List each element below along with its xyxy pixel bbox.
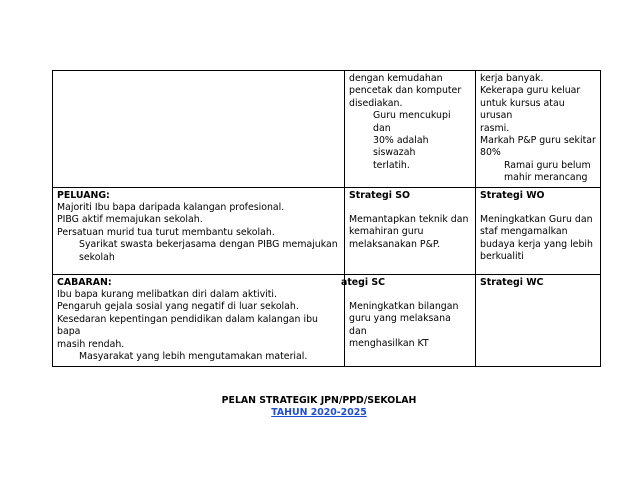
- text-line: Meningkatkan Guru dan: [480, 214, 593, 226]
- text-line: terlatih.: [373, 159, 410, 171]
- text-line: 30% adalah siswazah: [373, 135, 429, 159]
- strategi-sc-heading: ategi SC: [341, 276, 385, 288]
- table-row: [53, 187, 601, 274]
- text-line: mahir merancang: [504, 172, 588, 184]
- strategi-so-heading: Strategi SO: [349, 189, 410, 201]
- text-line: Kesedaran kepentingan pendidikan dalam kalangan ibu bapa: [57, 313, 318, 338]
- text-line: Syarikat swasta bekerjasama dengan PIBG memajukan: [79, 239, 338, 251]
- strategi-sc-cell: [341, 274, 476, 366]
- footer-title: PELAN STRATEGIK JPN/PPD/SEKOLAH: [221, 395, 417, 406]
- text-line: PIBG aktif memajukan sekolah.: [57, 214, 203, 226]
- text-line: berkualiti: [480, 251, 524, 263]
- table-row: [53, 274, 601, 366]
- text-line: melaksanakan P&P.: [349, 238, 441, 250]
- text-line: budaya kerja yang lebih: [480, 238, 593, 250]
- cabaran-cell: [53, 274, 345, 366]
- strategi-wc-heading: Strategi WC: [480, 276, 544, 288]
- text-line: Guru mencukupi dan: [373, 110, 451, 134]
- swot-table: [52, 70, 601, 367]
- text-line: disediakan.: [349, 97, 403, 109]
- text-line: 80%: [480, 147, 501, 159]
- text-line: staf mengamalkan: [480, 226, 568, 238]
- peluang-cell: [53, 187, 345, 274]
- table-row: [53, 71, 601, 188]
- text-line: masih rendah.: [57, 338, 125, 350]
- text-line: Ramai guru belum: [504, 159, 591, 171]
- text-line: pencetak dan komputer: [349, 85, 462, 97]
- row1-col1-cell: [53, 71, 345, 188]
- cabaran-heading: CABARAN:: [57, 276, 112, 288]
- text-line: kerja banyak.: [480, 73, 544, 84]
- text-line: Masyarakat yang lebih mengutamakan material.: [79, 351, 308, 363]
- text-line: dengan kemudahan: [349, 73, 443, 84]
- text-line: Ibu bapa kurang melibatkan diri dalam aktiviti.: [57, 289, 277, 301]
- text-line: Markah P&P guru sekitar: [480, 135, 596, 147]
- strategi-wo-cell: [476, 187, 601, 274]
- row1-col3-cell: [476, 71, 601, 188]
- text-line: menghasilkan KT: [349, 338, 429, 350]
- text-line: Kekerapa guru keluar: [480, 85, 581, 97]
- text-line: Pengaruh gejala sosial yang negatif di luar sekolah.: [57, 301, 299, 313]
- text-line: sekolah: [79, 251, 115, 263]
- text-line: Persatuan murid tua turut membantu sekolah.: [57, 226, 275, 238]
- text-line: untuk kursus atau urusan: [480, 97, 565, 122]
- text-line: Memantapkan teknik dan: [349, 214, 469, 226]
- text-line: Meningkatkan bilangan: [349, 301, 459, 313]
- text-line: kemahiran guru: [349, 226, 424, 238]
- strategi-so-cell: [345, 187, 476, 274]
- peluang-heading: PELUANG:: [57, 189, 110, 201]
- text-line: rasmi.: [480, 122, 510, 134]
- strategi-wo-heading: Strategi WO: [480, 189, 545, 201]
- strategi-wc-cell: [476, 274, 601, 366]
- row1-col2-cell: [345, 71, 476, 188]
- footer-year-link[interactable]: TAHUN 2020-2025: [271, 407, 367, 418]
- text-line: guru yang melaksana dan: [349, 313, 451, 337]
- text-line: Majoriti Ibu bapa daripada kalangan profesional.: [57, 202, 285, 214]
